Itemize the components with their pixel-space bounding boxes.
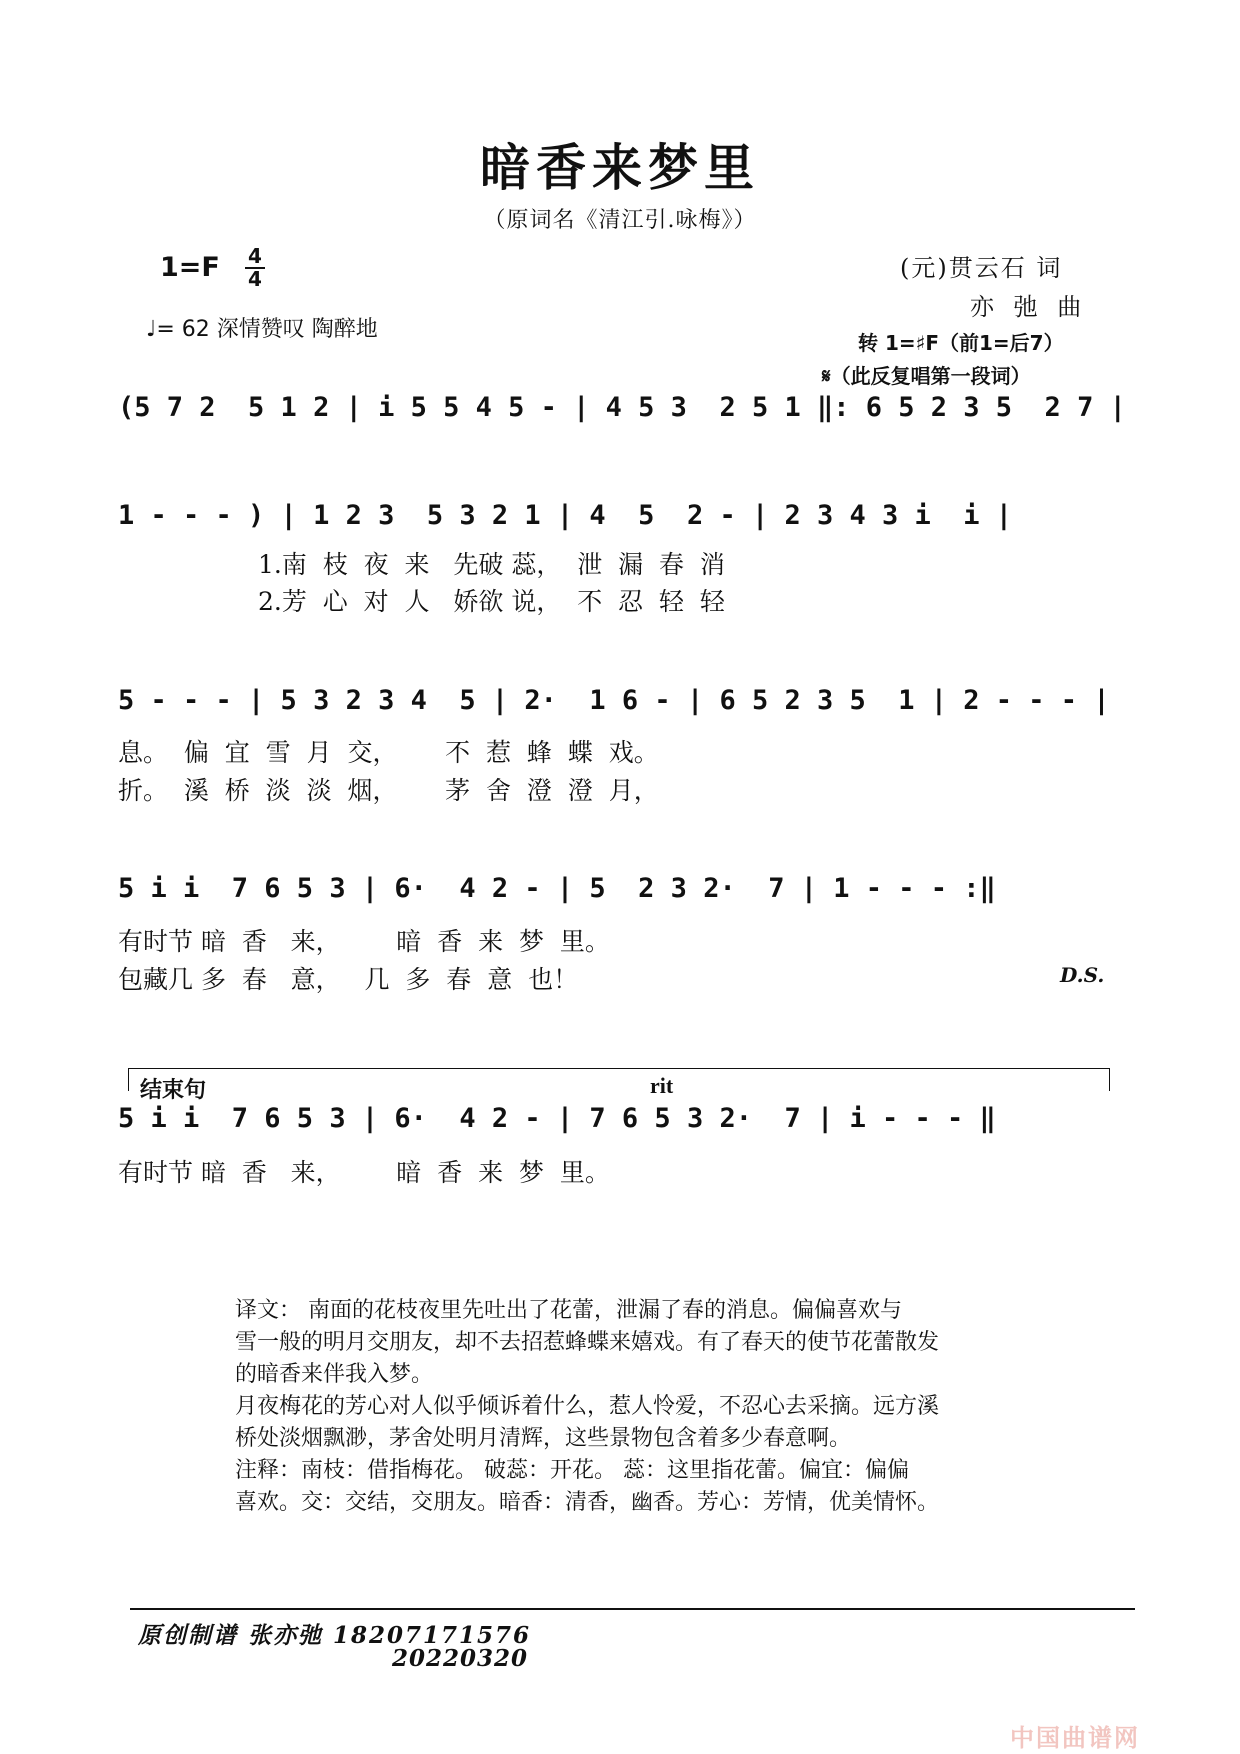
date-stamp: 20220320 [392,1645,529,1672]
lyric-line-2-verse-2: 2.芳 心 对 人 娇欲 说， 不 忍 轻 轻 [258,587,725,616]
lyric-line-2-verse-1: 1.南 枝 夜 来 先破 蕊， 泄 漏 春 消 [258,550,725,579]
lyric-line-3-verse-1: 息。 偏 宜 雪 月 交， 不 惹 蜂 蝶 戏。 [118,738,659,767]
lyricist-credit: (元)贯云石 词 [900,254,1063,282]
tempo-marking: ♩= 62 深情赞叹 陶醉地 [146,317,378,342]
score-line-2 [118,500,1118,546]
subtitle: （原词名《清江引.咏梅》） [483,208,757,233]
segno-note: 𝄋（此反复唱第一段词） [822,364,1031,388]
time-signature [245,244,265,291]
key-signature: 1=F [160,252,220,283]
footer-divider [130,1608,1135,1610]
ritardando-marking: rit [650,1073,674,1098]
ending-label: 结束句 [140,1077,207,1103]
annotation-line: 注释：南枝：借指梅花。 破蕊：开花。 蕊：这里指花蕾。偏宜：偏偏 [235,1458,909,1483]
translation-line: 译文： 南面的花枝夜里先吐出了花蕾，泄漏了春的消息。偏偏喜欢与 [235,1298,902,1323]
translation-line: 月夜梅花的芳心对人似乎倾诉着什么，惹人怜爱，不忍心去采摘。远方溪 [235,1394,940,1419]
dal-segno-marking: D.S. [1060,963,1105,987]
lyric-line-3-verse-2: 折。 溪 桥 淡 淡 烟， 茅 舍 澄 澄 月， [118,776,659,805]
time-signature-bottom: 4 [248,267,262,291]
site-watermark: 中国曲谱网 [1010,1724,1140,1752]
notation-line-4: 5 i i 7 6 5 3 | 6· 4 2 - | 5 2 3 2· 7 | 1 - - - :‖ [118,873,996,904]
score-line-4 [118,873,1118,919]
ending-bracket [128,1068,1110,1091]
lyric-line-5: 有时节 暗 香 来， 暗 香 来 梦 里。 [118,1158,610,1187]
notation-line-5: 5 i i 7 6 5 3 | 6· 4 2 - | 7 6 5 3 2· 7 | i - - - ‖ [118,1103,996,1134]
lyric-line-4-verse-2: 包藏几 多 春 意， 几 多 春 意 也！ [118,965,579,994]
notation-line-3: 5 - - - | 5 3 2 3 4 5 | 2· 1 6 - | 6 5 2 3 5 1 | 2 - - - | [118,685,1110,716]
song-title: 暗香来梦里 [480,138,760,197]
notation-line-2: 1 - - - ) | 1 2 3 5 3 2 1 | 4 5 2 - | 2 3 4 3 i i | [118,500,1013,531]
composer-credit: 亦 弛 曲 [970,293,1088,321]
translation-line: 桥处淡烟飘渺，茅舍处明月清辉，这些景物包含着多少春意啊。 [235,1426,852,1451]
translation-notes [235,1295,1035,1519]
translation-line: 的暗香来伴我入梦。 [235,1362,434,1387]
lyric-line-4-verse-1: 有时节 暗 香 来， 暗 香 来 梦 里。 [118,927,610,956]
annotation-line: 喜欢。交：交结，交朋友。暗香：清香，幽香。芳心：芳情，优美情怀。 [235,1490,940,1515]
notation-line-1: (5 7 2 5 1 2 | i 5 5 4 5 - | 4 5 3 2 5 1 ‖: 6 5 2 3 5 2 7 | [118,392,1126,423]
translation-line: 雪一般的明月交朋友，却不去招惹蜂蝶来嬉戏。有了春天的使节花蕾散发 [235,1330,940,1355]
score-line-1 [118,392,1126,438]
arranger-credit: 原创制谱 张亦弛 18207171576 [138,1622,532,1649]
modulation-note: 转 1=♯F（前1=后7） [858,331,1064,355]
score-line-3 [118,685,1118,731]
time-signature-top: 4 [248,244,262,268]
score-line-5 [118,1103,1118,1149]
